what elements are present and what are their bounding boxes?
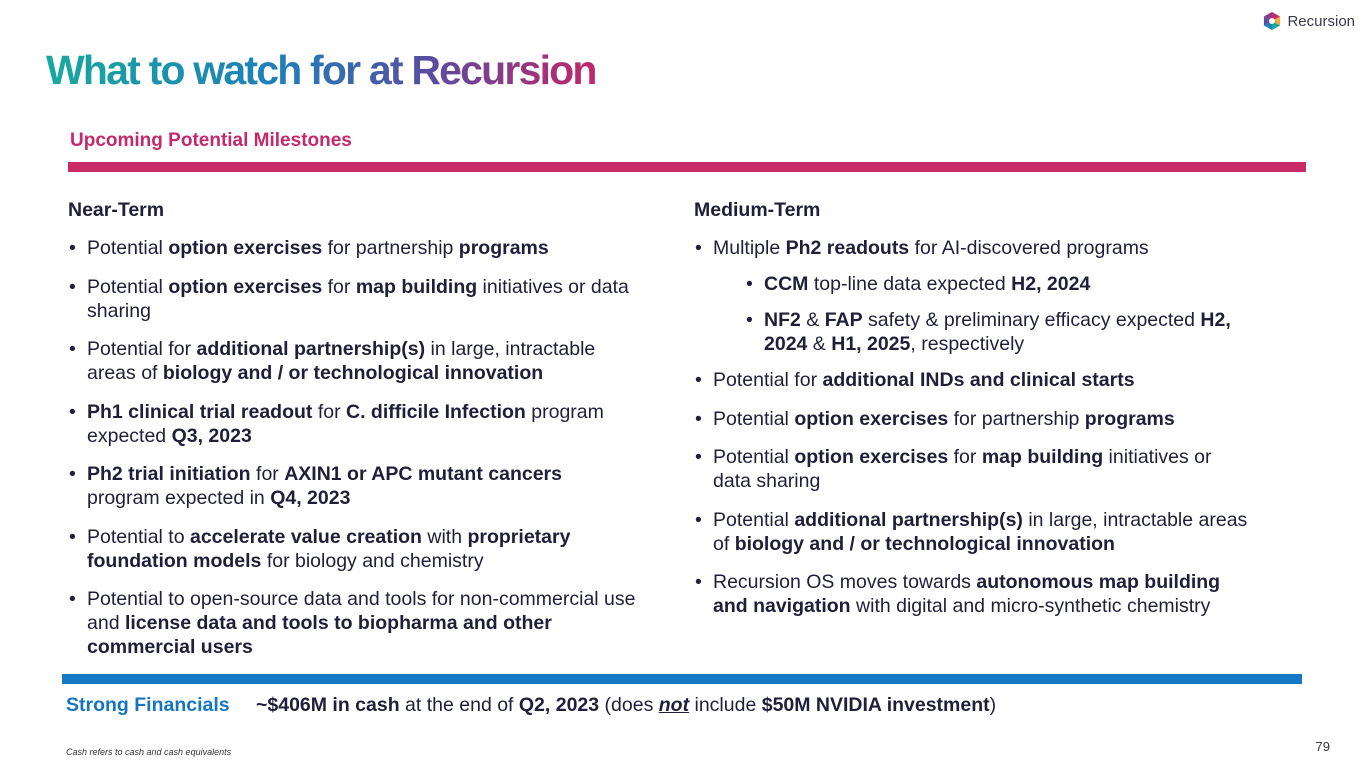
text: top-line data expected [808, 273, 1012, 295]
bold-text: option exercises [168, 275, 323, 298]
financials-text: ~$406M in cash at the end of Q2, 2023 (does not include $50M NVIDIA investment) [256, 694, 997, 716]
brand-name: Recursion [1287, 12, 1355, 30]
medium-term-item [694, 407, 1254, 431]
nvidia-investment: $50M NVIDIA investment [761, 694, 990, 716]
bold-text: biology and / or technological innovation [734, 532, 1115, 555]
bold-text: FAP [824, 309, 863, 331]
near-term-item [68, 525, 638, 573]
text: Recursion OS moves towards [713, 571, 977, 593]
near-term-list [68, 236, 638, 659]
bold-text: AXIN1 or APC mutant cancers [284, 463, 562, 485]
bold-text: programs [1084, 407, 1175, 430]
bold-text: option exercises [168, 237, 323, 259]
bold-text: NF2 [764, 309, 801, 331]
bold-text: CCM [764, 273, 809, 295]
bold-text: H2, 2024 [1011, 273, 1091, 295]
bold-text: option exercises [794, 407, 949, 430]
text: Potential [713, 407, 795, 430]
recursion-hexagon-icon [1263, 11, 1281, 31]
bold-text: biology and / or technological innovation [162, 362, 544, 384]
bold-text: option exercises [794, 446, 949, 468]
bold-text: license data and tools to biopharma and other commercial users [87, 612, 552, 658]
text: Multiple [713, 237, 786, 259]
near-term-item [68, 275, 638, 323]
cash-period: Q2, 2023 [518, 694, 600, 716]
text: Potential [713, 508, 795, 531]
bold-text: H2, 2024 [764, 309, 1231, 355]
cash-amount: ~$406M in cash [256, 694, 400, 716]
bold-text: H1, 2025 [831, 333, 911, 355]
text: for partnership [948, 407, 1085, 430]
milestones-heading: Upcoming Potential Milestones [70, 130, 352, 151]
milestones-divider [68, 162, 1306, 172]
page-number: 79 [1315, 739, 1330, 754]
text: for [250, 463, 285, 485]
near-term-column [68, 198, 638, 674]
medium-term-item [694, 368, 1254, 392]
text: & [800, 309, 825, 331]
text: in large, intractable areas of [87, 338, 596, 384]
text: program expected in [87, 487, 271, 509]
medium-term-item [694, 570, 1254, 618]
near-term-item [68, 462, 638, 510]
text: for biology and chemistry [261, 549, 484, 572]
text: & [807, 333, 832, 355]
brand-logo [1263, 10, 1355, 32]
text: for [322, 275, 356, 298]
near-term-item [68, 236, 638, 260]
bold-text: Q4, 2023 [270, 487, 351, 509]
bold-text: Ph2 trial initiation [87, 463, 251, 485]
text: for [948, 446, 982, 468]
text: Potential to [87, 525, 190, 548]
bold-text: accelerate value creation [189, 525, 422, 548]
financials-label: Strong Financials [66, 694, 230, 716]
bold-text: map building [981, 446, 1104, 468]
bold-text: additional partnership(s) [196, 338, 426, 360]
bold-text: Q3, 2023 [171, 424, 252, 447]
text: for AI-discovered programs [909, 237, 1149, 259]
text: Potential [713, 446, 795, 468]
text: program expected [87, 400, 604, 447]
near-term-item [68, 400, 638, 448]
text: safety & preliminary efficacy expected [862, 309, 1201, 331]
text: Potential [87, 275, 169, 298]
financials-divider [62, 674, 1302, 684]
text: Potential to open-source data and tools for non-commercial use and [87, 588, 636, 634]
bold-text: Ph2 readouts [785, 237, 910, 259]
page-title: What to watch for at Recursion [46, 47, 596, 93]
medium-term-item [694, 236, 1254, 260]
medium-term-heading: Medium-Term [694, 199, 821, 221]
text: in large, intractable areas of [713, 508, 1248, 555]
text: initiatives or data sharing [713, 446, 1212, 492]
medium-term-subitem [745, 272, 1254, 296]
bold-text: additional INDs and clinical starts [822, 369, 1135, 391]
near-term-heading: Near-Term [68, 199, 165, 221]
near-term-item [68, 587, 638, 659]
bold-text: C. difficile Infection [346, 400, 526, 423]
text: , respectively [910, 333, 1025, 355]
bold-text: additional partnership(s) [794, 508, 1023, 531]
medium-term-item [694, 508, 1254, 556]
bold-text: Ph1 clinical trial readout [87, 400, 313, 423]
medium-term-list [694, 236, 1254, 618]
text: for [312, 400, 346, 423]
text: initiatives or data sharing [87, 275, 629, 322]
text: Potential for [87, 338, 197, 360]
medium-term-subitem [745, 308, 1254, 356]
text: for partnership [322, 237, 459, 259]
text: Potential for [713, 369, 823, 391]
not-emphasis: not [658, 694, 690, 716]
bold-text: proprietary foundation models [87, 525, 571, 572]
text: with digital and micro-synthetic chemistry [850, 595, 1211, 617]
bold-text: map building [355, 275, 478, 298]
bold-text: autonomous map building and navigation [713, 571, 1221, 617]
medium-term-item [694, 445, 1254, 493]
text: with [421, 525, 468, 548]
medium-term-column [694, 198, 1254, 633]
text: Potential [87, 237, 169, 259]
near-term-item [68, 337, 638, 385]
footnote: Cash refers to cash and cash equivalents [66, 747, 232, 757]
bold-text: programs [458, 237, 549, 259]
